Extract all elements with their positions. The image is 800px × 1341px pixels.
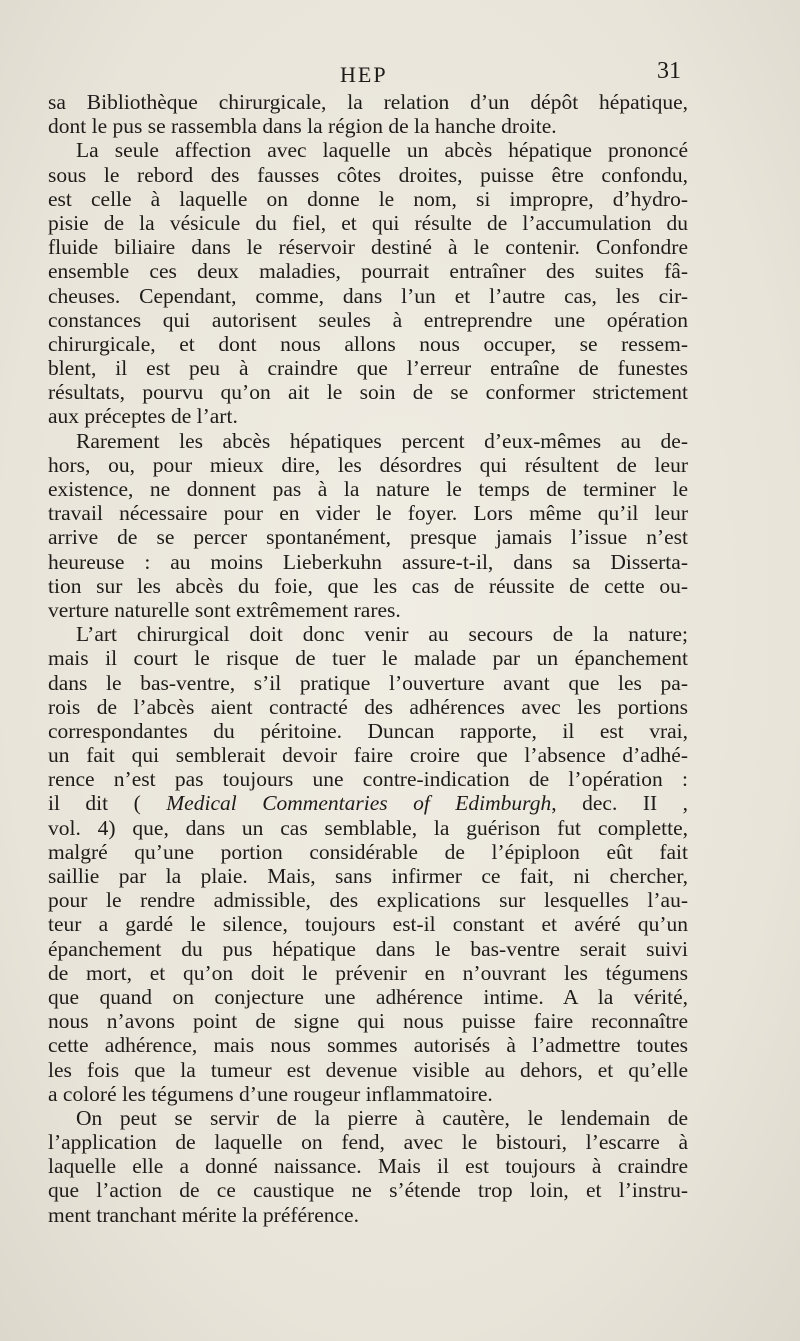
- text-line: saillie par la plaie. Mais, sans infirmer ce fait, ni chercher,: [48, 864, 688, 888]
- text-line: travail nécessaire pour en vider le foyer. Lors même qu’il leur: [48, 501, 688, 526]
- text-fragment: il dit (: [48, 791, 167, 816]
- text-line: vol. 4) que, dans un cas semblable, la guérison fut complette,: [48, 815, 688, 840]
- text-line: a coloré les tégumens d’une rougeur inflammatoire.: [48, 1081, 493, 1106]
- text-line: tion sur les abcès du foie, que les cas de réussite de cette ou-: [48, 573, 688, 598]
- text-line: cette adhérence, mais nous sommes autorisés à l’admettre toutes: [48, 1033, 688, 1058]
- text-line: rois de l’abcès aient contracté des adhérences avec les portions: [48, 694, 688, 719]
- text-line: un fait qui semblerait devoir faire croire que l’absence d’adhé-: [48, 743, 688, 768]
- italic-citation: Medical Commentaries of Edimburgh: [166, 791, 552, 816]
- text-line: laquelle elle a donné naissance. Mais il est toujours à craindre: [48, 1154, 688, 1179]
- text-line: rence n’est pas toujours une contre-indication de l’opération :: [48, 767, 688, 792]
- text-line: que l’action de ce caustique ne s’étende trop loin, et l’instru-: [48, 1178, 688, 1203]
- text-fragment: , dec. II ,: [551, 791, 689, 816]
- text-line: existence, ne donnent pas à la nature le temps de terminer le: [48, 477, 688, 501]
- text-line: les fois que la tumeur est devenue visible au dehors, et qu’elle: [48, 1057, 688, 1082]
- text-line: verture naturelle sont extrêmement rares.: [48, 597, 401, 622]
- text-line: heureuse : au moins Lieberkuhn assure-t-il, dans sa Disserta-: [48, 549, 688, 574]
- text-line: ment tranchant mérite la préférence.: [48, 1202, 359, 1227]
- text-line: dans le bas-ventre, s’il pratique l’ouverture avant que les pa-: [48, 670, 688, 695]
- text-line: correspondantes du péritoine. Duncan rapporte, il est vrai,: [48, 718, 688, 743]
- page-header: [0, 58, 800, 88]
- text-line: pour le rendre admissible, des explications sur lesquelles l’au-: [48, 888, 688, 913]
- text-line: mais il court le risque de tuer le malade par un épanchement: [48, 646, 688, 671]
- text-line: dont le pus se rassembla dans la région de la hanche droite.: [48, 114, 557, 139]
- text-line: arrive de se percer spontanément, presque jamais l’issue n’est: [48, 525, 688, 550]
- text-line: blent, il est peu à craindre que l’erreur entraîne de funestes: [48, 356, 688, 381]
- text-line: épanchement du pus hépatique dans le bas-ventre serait suivi: [48, 936, 688, 961]
- text-line: constances qui autorisent seules à entreprendre une opération: [48, 307, 688, 332]
- text-line: On peut se servir de la pierre à cautère, le lendemain de: [76, 1105, 688, 1130]
- text-line: sa Bibliothèque chirurgicale, la relation d’un dépôt hépatique,: [48, 90, 688, 114]
- text-line: que quand on conjecture une adhérence intime. A la vérité,: [48, 984, 688, 1009]
- text-line: de mort, et qu’on doit le prévenir en n’ouvrant les tégumens: [48, 960, 688, 985]
- running-head: HEP: [340, 62, 388, 87]
- text-line: est celle à laquelle on donne le nom, si impropre, d’hydro-: [48, 186, 688, 211]
- text-line: Rarement les abcès hépatiques percent d’eux-mêmes au de-: [76, 428, 688, 453]
- text-line: [48, 791, 688, 815]
- text-line: L’art chirurgical doit donc venir au secours de la nature;: [76, 622, 688, 647]
- text-line: fluide biliaire dans le réservoir destiné à le contenir. Confondre: [48, 235, 688, 260]
- text-line: malgré qu’une portion considérable de l’épiploon eût fait: [48, 839, 688, 864]
- text-line: La seule affection avec laquelle un abcès hépatique prononcé: [76, 138, 688, 163]
- text-line: hors, ou, pour mieux dire, les désordres qui résultent de leur: [48, 452, 688, 477]
- page-number: 31: [657, 58, 681, 84]
- text-line: aux préceptes de l’art.: [48, 404, 238, 429]
- text-line: nous n’avons point de signe qui nous puisse faire reconnaître: [48, 1009, 688, 1034]
- body-text: [48, 90, 688, 1227]
- text-line: cheuses. Cependant, comme, dans l’un et l’autre cas, les cir-: [48, 283, 688, 308]
- text-line: l’application de laquelle on fend, avec le bistouri, l’escarre à: [48, 1130, 688, 1155]
- text-line: chirurgicale, et dont nous allons nous occuper, se ressem-: [48, 331, 688, 356]
- text-line: résultats, pourvu qu’on ait le soin de se conformer strictement: [48, 380, 688, 405]
- text-line: ensemble ces deux maladies, pourrait entraîner des suites fâ-: [48, 259, 688, 284]
- text-line: teur a gardé le silence, toujours est-il constant et avéré qu’un: [48, 912, 688, 937]
- text-line: sous le rebord des fausses côtes droites, puisse être confondu,: [48, 162, 688, 187]
- text-line: pisie de la vésicule du fiel, et qui résulte de l’accumulation du: [48, 210, 688, 235]
